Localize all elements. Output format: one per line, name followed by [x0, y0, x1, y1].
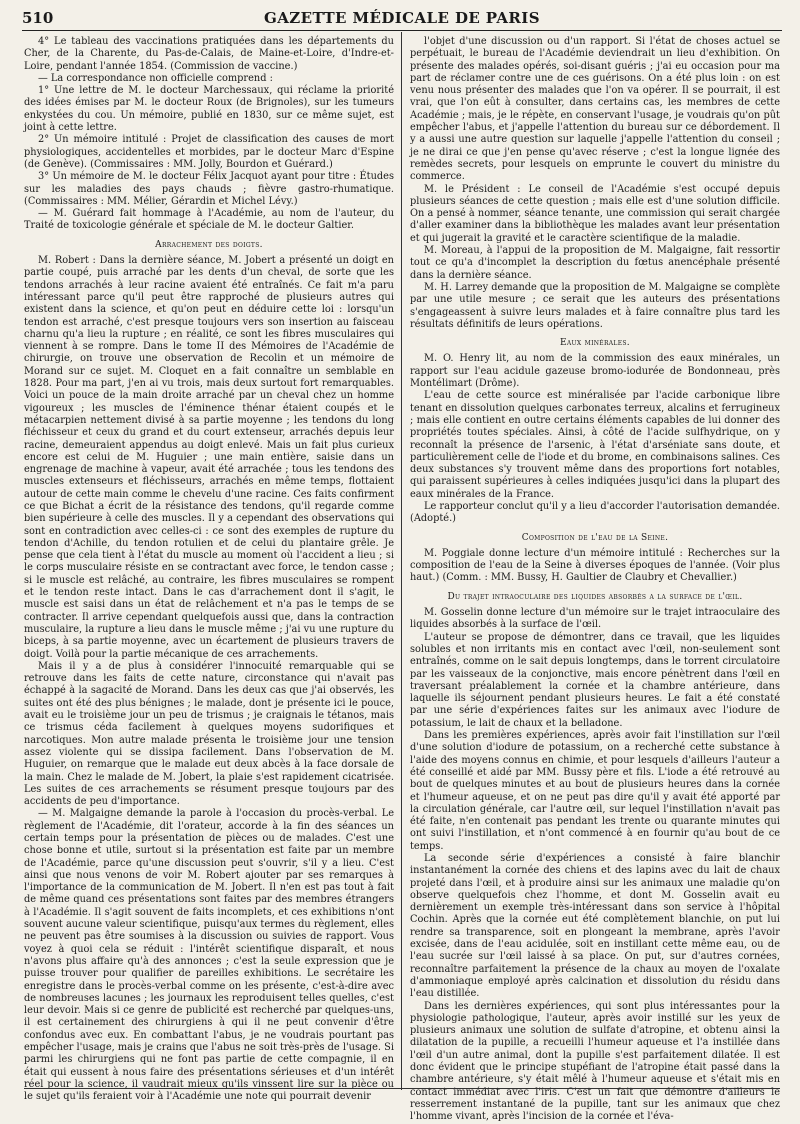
- paragraph: M. H. Larrey demande que la proposition de M. Malgaigne se complète par une utile mesure ; ce serait que les auteurs des présentations s'engageassent à suivre leurs malades et à faire connaître plus tard les résultats définitifs de leurs opérations.: [410, 281, 780, 330]
- paragraph: La seconde série d'expériences a consisté à faire blanchir instantanément la cornée des chiens et des lapins avec du lait de chaux projeté dans l'œil, et à produire ainsi sur les animaux une maladie qu'on observe quelquefois chez l'homme, et dont M. Gosselin avait eu dernièrement un exemple très-intéressant dans son service à l'hôpital Cochin. Après que la cornée eut été complètement blanchie, on put lui rendre sa transparence, soit en plongeant la membrane, après l'avoir excisée, dans de l'eau acidulée, soit en instillant cette même eau, ou de l'eau sucrée sur l'œil laissé à sa place. On put, sur d'autres cornées, reconnaître parfaitement la présence de la chaux au moyen de l'oxalate d'ammoniaque employé après calcination et dissolution du résidu dans l'eau distillée.: [410, 853, 780, 1000]
- header-rule: [22, 30, 782, 31]
- paragraph: M. O. Henry lit, au nom de la commission des eaux minérales, un rapport sur l'eau acidule gazeuse bromo-iodurée de Bondonneau, près Montélimart (Drôme).: [410, 353, 780, 390]
- footer-rule: [24, 1088, 780, 1089]
- paragraph: 1° Une lettre de M. le docteur Marchessaux, qui réclame la priorité des idées émises par M. le docteur Roux (de Brignoles), sur les tumeurs enkystées du cou. Un mémoire, publié en 1830, sur ce même sujet, est joint à cette lettre.: [24, 85, 394, 134]
- section-heading: Composition de l'eau de la Seine.: [521, 532, 669, 543]
- section-heading: Arrachement des doigts.: [155, 239, 263, 250]
- journal-title: GAZETTE MÉDICALE DE PARIS: [264, 9, 540, 27]
- paragraph: M. Gosselin donne lecture d'un mémoire sur le trajet intraoculaire des liquides absorbés à la surface de l'œil.: [410, 607, 780, 631]
- paragraph: Dans les premières expériences, après avoir fait l'instillation sur l'œil d'une solution d'iodure de potassium, on a recherché cette substance à l'aide des moyens connus en chimie, et pour lesquels d'ailleurs l'auteur a été conseillé et aidé par MM. Bussy père et fils. L'iode a été retrouvé au bout de quelques minutes et au bout de plusieurs heures dans la cornée et l'humeur aqueuse, et on ne peut pas dire qu'il y avait été apporté par la circulation générale, car l'autre œil, sur lequel l'instillation n'avait pas été faite, n'en contenait pas pendant les trente ou quarante minutes qui ont suivi l'instillation, et n'ont commencé à en fournir qu'au bout de ce temps.: [410, 730, 780, 852]
- right-column: [410, 36, 780, 1123]
- paragraph: M. le Président : Le conseil de l'Académie s'est occupé depuis plusieurs séances de cette question ; mais elle est d'une solution difficile. On a pensé à nommer, séance tenante, une commission qui serait chargée d'aller examiner dans la bibliothèque les malades avant leur présentation et qui jugerait la gravité et le caractère scientifique de la maladie.: [410, 183, 780, 244]
- paragraph: L'auteur se propose de démontrer, dans ce travail, que les liquides solubles et non irritants mis en contact avec l'œil, non-seulement sont entraînés, comme on le sait depuis longtemps, dans le torrent circulatoire par les vaisseaux de la conjonctive, mais encore pénètrent dans l'œil en traversant préalablement la cornée et la chambre antérieure, dans laquelle ils séjournent pendant plusieurs heures. Le fait a été constaté par une série d'expériences faites sur les animaux avec l'iodure de potassium, le lait de chaux et la belladone.: [410, 631, 780, 729]
- paragraph: 4° Le tableau des vaccinations pratiquées dans les départements du Cher, de la Charente, du Pas-de-Calais, de Maine-et-Loire, d'Indre-et-Loire, pendant l'année 1854. (Commission de vaccine.): [24, 36, 394, 72]
- paragraph: M. Robert : Dans la dernière séance, M. Jobert a présenté un doigt en partie coupé, puis arraché par les dents d'un cheval, de sorte que les tendons arrachés à leur racine avaient été entraînés. Ce fait m'a paru intéressant parce qu'il peut être rapproché de plusieurs autres qui existent dans la science, et qu'on peut en déduire cette loi : lorsqu'un tendon est arraché, c'est presque toujours vers son insertion au faisceau charnu qu'a lieu la rupture ; en réalité, ce sont les fibres musculaires qui viennent à se rompre. Dans le tome II des Mémoires de l'Académie de chirurgie, on trouve une observation de Recolin et un mémoire de Morand sur ce sujet. M. Cloquet en a fait connaître un semblable en 1828. Pour ma part, j'en ai vu trois, mais deux surtout fort remarquables. Voici un pouce de la main droite arraché par un cheval chez un homme vigoureux ; les muscles de l'éminence thénar étaient coupés et le métacarpien nettement divisé à sa partie moyenne ; les tendons du long fléchisseur et ceux du grand et du court extenseur, arrachés depuis leur racine, demeuraient appendus au doigt enlevé. Mais un fait plus curieux encore est celui de M. Huguier ; une main entière, saisie dans un engrenage de machine à vapeur, avait été arrachée ; tous les tendons des muscles extenseurs et fléchisseurs, arrachés en même temps, flottaient autour de cette main comme le chevelu d'une racine. Ces faits confirment ce que Bichat a écrit de la résistance des tendons, qu'il regarde comme bien supérieure à celle des muscles. Il y a cependant des observations qui sont en contradiction avec celles-ci : ce sont des exemples de rupture du tendon d'Achille, du tendon rotulien et de celui du plantaire grêle. Je pense que cela tient à l'état du muscle au moment où l'accident a lieu ; si le corps musculaire résiste en se contractant avec force, le tendon casse ; si le muscle est relâché, au contraire, les fibres musculaires se rompent et le tendon reste intact. Dans le cas d'arrachement dont il s'agit, le muscle est saisi dans un état de relâchement et n'a pas le temps de se contracter. Il arrive cependant quelquefois aussi que, dans la contraction musculaire, la rupture a lieu dans le muscle même ; j'ai vu une rupture du biceps, à sa partie moyenne, avec un écartement de plusieurs travers de doigt. Voilà pour la partie mécanique de ces arrachements.: [24, 255, 394, 660]
- paragraph: — M. Guérard fait hommage à l'Académie, au nom de l'auteur, du Traité de toxicologie générale et spéciale de M. le docteur Galtier.: [24, 208, 394, 232]
- paragraph: 3° Un mémoire de M. le docteur Félix Jacquot ayant pour titre : Études sur les maladies des pays chauds ; fièvre gastro-rhumatique. (Commissaires : MM. Mélier, Gérardin et Michel Lévy.): [24, 171, 394, 207]
- paragraph: Le rapporteur conclut qu'il y a lieu d'accorder l'autorisation demandée. (Adopté.): [410, 500, 780, 525]
- paragraph: 2° Un mémoire intitulé : Projet de classification des causes de mort physiologiques, accidentelles et morbides, par le docteur Marc d'Espine (de Genève). (Commissaires : MM. Jolly, Bourdon et Guérard.): [24, 134, 394, 170]
- section-heading: Eaux minérales.: [560, 338, 630, 349]
- section-heading: Du trajet intraoculaire des liquides absorbés a la surface de l'œil.: [447, 591, 743, 602]
- column-divider: [401, 32, 402, 1090]
- page-number: 510: [22, 9, 54, 27]
- left-column: [24, 36, 394, 1103]
- paragraph: — M. Malgaigne demande la parole à l'occasion du procès-verbal. Le règlement de l'Académie, dit l'orateur, accorde à la fin des séances un certain temps pour la présentation de pièces ou de malades. C'est une chose bonne et utile, surtout si la présentation est faite par un membre de l'Académie, parce qu'une discussion peut s'ouvrir, s'il y a lieu. C'est ainsi que nous venons de voir M. Robert ajouter par ses remarques à l'importance de la communication de M. Jobert. Il n'en est pas tout à fait de même quand ces présentations sont faites par des membres étrangers à l'Académie. Il s'agit souvent de faits incomplets, et ces exhibitions n'ont souvent aucune valeur scientifique, puisqu'aux termes du règlement, elles ne peuvent pas être soumises à la discussion ou suivies de rapport. Vous voyez à quoi cela se réduit : l'intérêt scientifique disparaît, et nous n'avons plus affaire qu'à des annonces ; c'est la seule expression que je puisse trouver pour qualifier de pareilles exhibitions. Le secrétaire les enregistre dans le procès-verbal comme on les présente, c'est-à-dire avec de nombreuses lacunes ; les journaux les reproduisent telles quelles, c'est leur devoir. Mais si ce genre de publicité est recherché par quelques-uns, il est certainement des chirurgiens à qui il ne peut convenir d'être confondus avec eux. En combattant l'abus, je ne voudrais pourtant pas empêcher l'usage, mais je crains que l'abus ne soit très-près de l'usage. Si parmi les chirurgiens qui ne font pas partie de cette compagnie, il en était qui eussent à nous faire des présentations sérieuses et d'un intérêt réel pour la science, il vaudrait mieux qu'ils vinssent lire sur la pièce ou le sujet qu'ils feraient voir à l'Académie une note qui pourrait devenir: [24, 808, 394, 1103]
- paragraph: M. Moreau, à l'appui de la proposition de M. Malgaigne, fait ressortir tout ce qu'a d'incomplet la description du fœtus anencéphale présenté dans la dernière séance.: [410, 245, 780, 281]
- paragraph: L'eau de cette source est minéralisée par l'acide carbonique libre tenant en dissolution quelques carbonates terreux, alcalins et ferrugineux ; mais elle contient en outre certains éléments capables de lui donner des propriétés toutes spéciales. Ainsi, à côté de l'acide sulfhydrique, on y reconnaît la présence de l'arsenic, à l'état d'arséniate sans doute, et particulièrement celle de l'iode et du brome, en combinaisons salines. Ces deux substances s'y trouvent même dans des proportions fort notables, qui paraissent supérieures à celles indiquées jusqu'ici dans la plupart des eaux minérales de la France.: [410, 390, 780, 500]
- paragraph: Mais il y a de plus à considérer l'innocuité remarquable qui se retrouve dans les faits de cette nature, circonstance qui n'avait pas échappé à la sagacité de Morand. Dans les deux cas que j'ai observés, les suites ont été des plus bénignes ; le malade, dont je présente ici le pouce, avait eu le troisième jour un peu de trismus ; je craignais le tétanos, mais ce trismus céda facilement à quelques moyens sudorifiques et narcotiques. Mon autre malade présenta le troisième jour une tension assez violente qui se dissipa facilement. Dans l'observation de M. Huguier, on remarque que le malade eut deux abcès à la face dorsale de la main. Chez le malade de M. Jobert, la plaie s'est rapidement cicatrisée. Les suites de ces arrachements se résument presque toujours par des accidents de peu d'importance.: [24, 660, 394, 808]
- paragraph: M. Poggiale donne lecture d'un mémoire intitulé : Recherches sur la composition de l'eau de la Seine à diverses époques de l'année. (Voir plus haut.) (Comm. : MM. Bussy, H. Gaultier de Claubry et Chevallier.): [410, 547, 780, 584]
- paragraph: Dans les dernières expériences, qui sont plus intéressantes pour la physiologie pathologique, l'auteur, après avoir instillé sur les yeux de plusieurs animaux une solution de sulfate d'atropine, et obtenu ainsi la dilatation de la pupille, a recueilli l'humeur aqueuse et l'a instillée dans l'œil d'un autre animal, dont la pupille s'est parfaitement dilatée. Il est donc évident que le principe stupéfiant de l'atropine était passé dans la chambre antérieure, s'y était mêlé à l'humeur aqueuse et s'était mis en contact immédiat avec l'iris. C'est un fait que démontre d'ailleurs le resserrement instantané de la pupille, tant sur les animaux que chez l'homme vivant, après l'incision de la cornée et l'éva-: [410, 1000, 780, 1123]
- paragraph: — La correspondance non officielle comprend :: [38, 72, 273, 84]
- page-header: [22, 6, 782, 30]
- paragraph: l'objet d'une discussion ou d'un rapport. Si l'état de choses actuel se perpétuait, le bureau de l'Académie deviendrait un lieu d'exhibition. On présente des malades opérés, soi-disant guéris ; j'ai eu occasion pour ma part de réclamer contre une de ces guérisons. On a été plus loin : on est venu nous présenter des malades que l'on va opérer. Il se pourrait, il est vrai, que l'on eût à consulter, dans certains cas, les membres de cette Académie ; mais, je le répète, en conservant l'usage, je voudrais qu'on pût empêcher l'abus, et j'appelle l'attention du bureau sur ce débordement. Il y a aussi une autre question sur laquelle j'appelle l'attention du conseil ; je ne dirai ce que j'en pense qu'avec réserve ; c'est la longue lignée des remèdes secrets, pour lesquels on emprunte le couvert du ministre du commerce.: [410, 36, 780, 183]
